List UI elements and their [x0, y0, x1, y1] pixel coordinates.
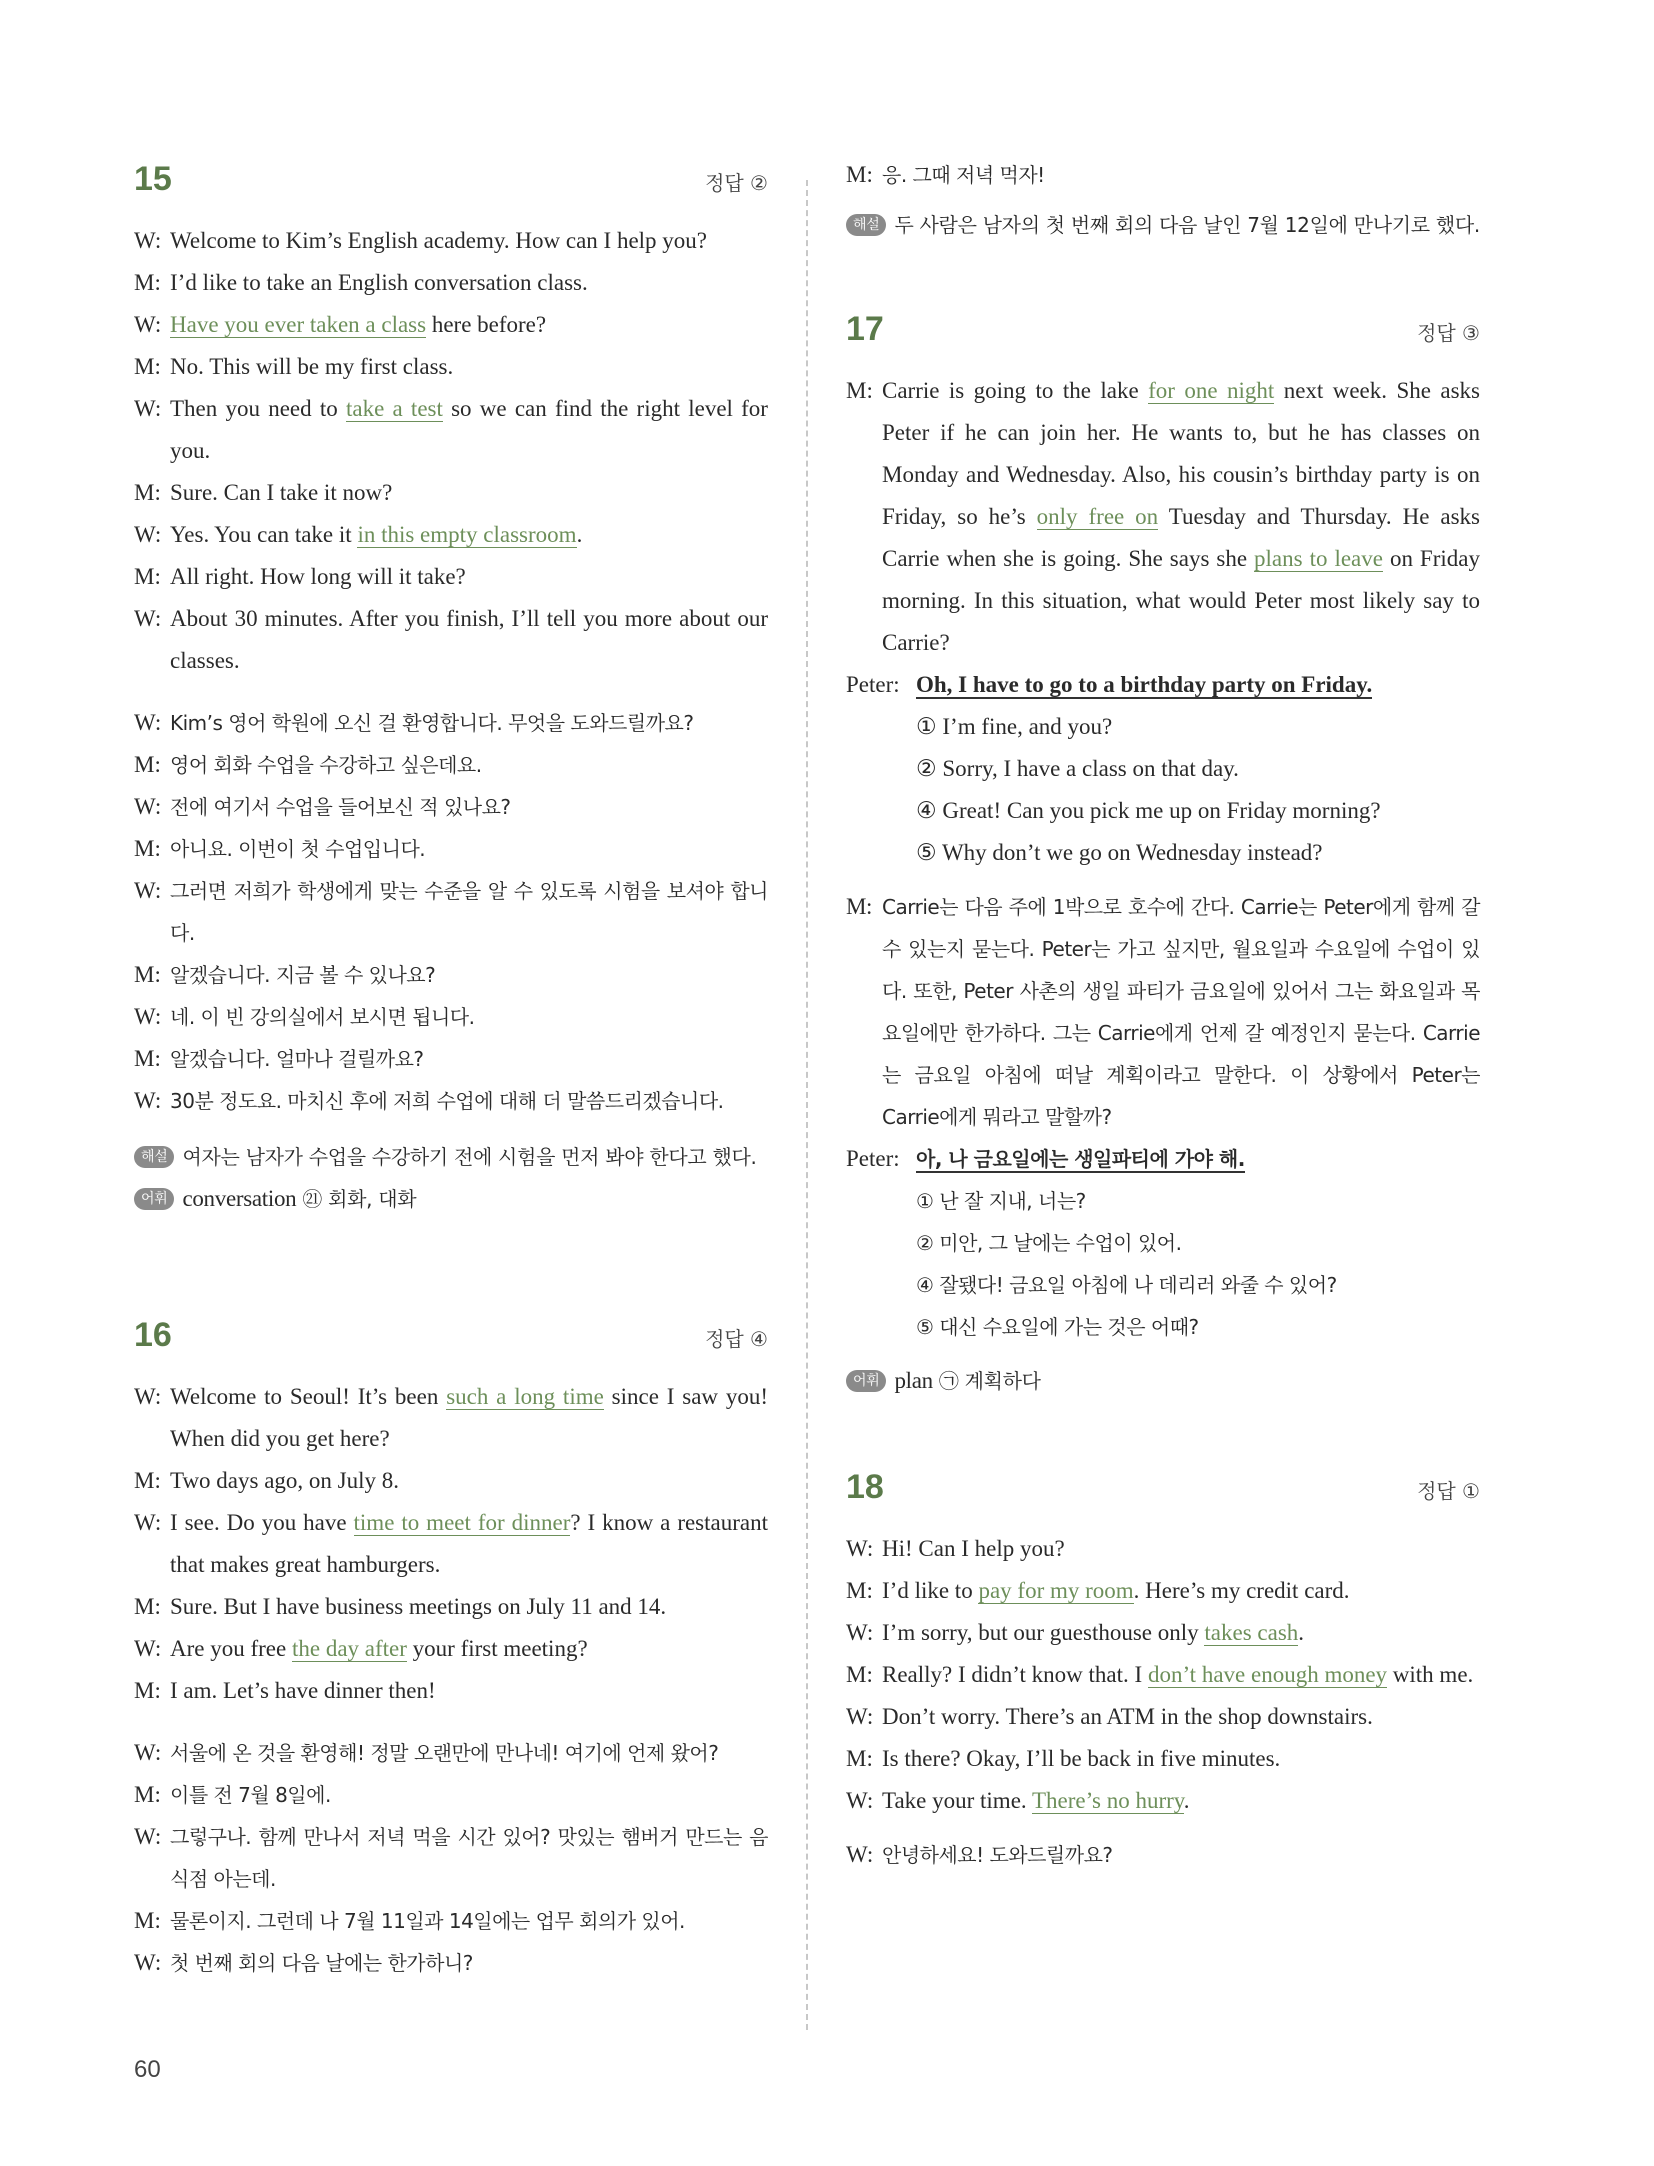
- question-number: 18: [846, 1468, 884, 1506]
- script-text: Hi! Can I help you?: [882, 1536, 1065, 1561]
- answer-option: ① 난 잘 지내, 너는?: [916, 1189, 1086, 1213]
- answer-option: ② Sorry, I have a class on that day.: [916, 756, 1239, 781]
- dialogue-text: [882, 1612, 1480, 1654]
- speaker-label: W:: [134, 1384, 162, 1409]
- narration-text-ko: Carrie는 다음 주에 1박으로 호수에 간다. Carrie는 Peter에게 함께 갈 수 있는지 묻는다. Peter는 가고 싶지만, 월요일과 수요일에 수업이 있다. 또한, Peter 사촌의 생일 파티가 금요일에 있어서 그는 화요일과 목요일에만 한가하다. 그는 Carrie에게 언제 갈 예정인지 묻는다. Carrie는 금요일 아침에 떠날 계획이라고 말한다. 이 상황에서 Peter는 Carrie에게 뭐라고 말할까?: [882, 895, 1480, 1129]
- speaker-label: M:: [134, 1678, 161, 1703]
- answer-option: ⑤ 대신 수요일에 가는 것은 어때?: [916, 1315, 1199, 1339]
- speaker-label: W:: [134, 1636, 162, 1661]
- script-text: so we can find the right level for you.: [170, 396, 768, 463]
- vocab-badge: 어휘: [134, 1188, 174, 1210]
- answer-option: ④ 잘됐다! 금요일 아침에 나 데리러 와줄 수 있어?: [916, 1273, 1337, 1297]
- correct-response-ko: 아, 나 금요일에는 생일파티에 가야 해.: [916, 1147, 1245, 1171]
- script-text: .: [1298, 1620, 1305, 1645]
- dictation-blank: in this empty classroom: [357, 522, 577, 547]
- dialogue-text: [170, 388, 768, 472]
- vocab-meaning: ㉑ 회화, 대화: [302, 1187, 417, 1211]
- dialogue-line: [134, 1502, 768, 1586]
- speaker-label: W:: [134, 710, 162, 735]
- q15-script-en: [134, 220, 768, 682]
- translation-text: 영어 회화 수업을 수강하고 싶은데요.: [170, 753, 482, 777]
- speaker-label: W:: [134, 1088, 162, 1113]
- translation-line: [134, 1038, 768, 1080]
- answer-label: 정답 ④: [705, 1327, 768, 1351]
- q17-options-en: [846, 706, 1480, 874]
- q17-header: [846, 310, 1480, 366]
- script-text: Sure. But I have business meetings on July 11 and 14.: [170, 1594, 667, 1619]
- q17-answer-ko: [846, 1138, 1480, 1180]
- script-text: Tuesday and Thursday. He asks Carrie when she is going. She says she: [882, 504, 1480, 571]
- translation-text: 그러면 저희가 학생에게 맞는 수준을 알 수 있도록 시험을 보셔야 합니다.: [170, 879, 768, 945]
- translation-text: 전에 여기서 수업을 들어보신 적 있나요?: [170, 795, 511, 819]
- dictation-blank: only free on: [1036, 504, 1159, 529]
- dictation-blank: There’s no hurry: [1031, 1788, 1184, 1813]
- speaker-label: M:: [134, 962, 161, 987]
- script-text: All right. How long will it take?: [170, 564, 466, 589]
- speaker-label: W:: [134, 522, 162, 547]
- q17-answer-en: [846, 664, 1480, 706]
- dialogue-line: [134, 1670, 768, 1712]
- dialogue-line: [134, 1376, 768, 1460]
- translation-line: [846, 154, 1480, 196]
- dialogue-text: [170, 304, 768, 346]
- dialogue-line: [846, 1570, 1480, 1612]
- translation-text: 아니요. 이번이 첫 수업입니다.: [170, 837, 426, 861]
- dictation-blank: Have you ever taken a class: [170, 312, 427, 337]
- column-divider: [806, 180, 808, 2030]
- translation-line: [134, 1080, 768, 1122]
- script-text: .: [1183, 1788, 1190, 1813]
- dialogue-text: [170, 1628, 768, 1670]
- answer-option: ④ Great! Can you pick me up on Friday morning?: [916, 798, 1381, 823]
- dialogue-text: [882, 1696, 1480, 1738]
- translation-text: 물론이지. 그런데 나 7월 11일과 14일에는 업무 회의가 있어.: [170, 1909, 685, 1933]
- script-text: I am. Let’s have dinner then!: [170, 1678, 436, 1703]
- speaker-label: W:: [846, 1788, 874, 1813]
- dialogue-line: [134, 556, 768, 598]
- translation-line: [846, 1834, 1480, 1876]
- dialogue-text: [170, 220, 768, 262]
- translation-text: 서울에 온 것을 환영해! 정말 오랜만에 만나네! 여기에 언제 왔어?: [170, 1741, 719, 1765]
- speaker-label: M:: [846, 1578, 873, 1603]
- answer-label: 정답 ②: [705, 171, 768, 195]
- vocab-meaning: ㉠ 계획하다: [938, 1369, 1041, 1393]
- script-text: Take your time.: [882, 1788, 1032, 1813]
- speaker-label: M:: [134, 480, 161, 505]
- speaker-label: M:: [134, 1782, 161, 1807]
- speaker-label: W:: [134, 878, 162, 903]
- vocab-word: conversation: [182, 1186, 297, 1211]
- q17-narration-ko: [846, 886, 1480, 1138]
- script-text: I’d like to take an English conversation class.: [170, 270, 588, 295]
- q16-script-ko: [134, 1732, 768, 1984]
- q15-header: [134, 160, 768, 216]
- dialogue-text: [882, 1528, 1480, 1570]
- speaker-label: W:: [134, 1510, 162, 1535]
- script-text: .: [576, 522, 583, 547]
- speaker-label: W:: [134, 312, 162, 337]
- speaker-label: W:: [846, 1842, 874, 1867]
- dialogue-line: [846, 1738, 1480, 1780]
- vocab-badge: 어휘: [846, 1370, 886, 1392]
- explanation-text: 두 사람은 남자의 첫 번째 회의 다음 날인 7월 12일에 만나기로 했다.: [894, 213, 1480, 237]
- speaker-label: W:: [846, 1620, 874, 1645]
- dialogue-text: [170, 1670, 768, 1712]
- dialogue-line: [134, 220, 768, 262]
- translation-line: [134, 744, 768, 786]
- speaker-label: M:: [134, 270, 161, 295]
- dialogue-text: [882, 1570, 1480, 1612]
- speaker-label: M:: [134, 836, 161, 861]
- q16-script-en: [134, 1376, 768, 1712]
- explanation-badge: 해설: [134, 1146, 174, 1168]
- speaker-label: Peter:: [846, 1146, 900, 1171]
- translation-line: [134, 786, 768, 828]
- speaker-label: M:: [846, 162, 873, 187]
- dialogue-line: [846, 1612, 1480, 1654]
- translation-text: 첫 번째 회의 다음 날에는 한가하니?: [170, 1951, 473, 1975]
- q17-options-ko: [846, 1180, 1480, 1348]
- speaker-label: M:: [134, 564, 161, 589]
- script-text: Yes. You can take it: [170, 522, 358, 547]
- speaker-label: W:: [134, 228, 162, 253]
- dialogue-text: [170, 598, 768, 682]
- translation-text: 알겠습니다. 지금 볼 수 있나요?: [170, 963, 436, 987]
- dictation-blank: takes cash: [1204, 1620, 1299, 1645]
- question-number: 15: [134, 160, 172, 198]
- dialogue-line: [134, 1460, 768, 1502]
- dictation-blank: don’t have enough money: [1147, 1662, 1388, 1687]
- translation-line: [134, 702, 768, 744]
- translation-line: [134, 1774, 768, 1816]
- dialogue-line: [134, 472, 768, 514]
- explanation-badge: 해설: [846, 214, 886, 236]
- dialogue-text: [170, 1376, 768, 1460]
- dialogue-line: [134, 346, 768, 388]
- speaker-label: M:: [846, 894, 872, 919]
- script-text: here before?: [426, 312, 547, 337]
- speaker-label: W:: [134, 1950, 162, 1975]
- script-text: Really? I didn’t know that. I: [882, 1662, 1148, 1687]
- dialogue-line: [846, 1528, 1480, 1570]
- dialogue-line: [134, 388, 768, 472]
- dialogue-line: [846, 1654, 1480, 1696]
- answer-option: ② 미안, 그 날에는 수업이 있어.: [916, 1231, 1182, 1255]
- dialogue-line: [134, 514, 768, 556]
- translation-line: [134, 996, 768, 1038]
- script-text: Is there? Okay, I’ll be back in five minutes.: [882, 1746, 1281, 1771]
- script-text: I’d like to: [882, 1578, 979, 1603]
- vocab-word: plan: [894, 1368, 933, 1393]
- script-text: ? I know a restaurant that makes great hamburgers.: [170, 1510, 768, 1577]
- translation-line: [134, 870, 768, 954]
- correct-response: Oh, I have to go to a birthday party on Friday.: [916, 672, 1373, 697]
- dictation-blank: the day after: [291, 1636, 407, 1661]
- translation-text: 이틀 전 7월 8일에.: [170, 1783, 331, 1807]
- explanation-text: 여자는 남자가 수업을 수강하기 전에 시험을 먼저 봐야 한다고 했다.: [182, 1145, 757, 1169]
- script-text: next week. She asks Peter if he can join her. He wants to, but he has classes on Monday and Wednesday. Also, his cousin’s birthday party is on Friday, so he’s: [882, 378, 1480, 529]
- speaker-label: M:: [846, 1746, 873, 1771]
- script-text: Welcome to Seoul! It’s been: [170, 1384, 447, 1409]
- script-text: . Here’s my credit card.: [1133, 1578, 1350, 1603]
- translation-text: 알겠습니다. 얼마나 걸릴까요?: [170, 1047, 424, 1071]
- dialogue-text: [882, 1738, 1480, 1780]
- q16-script-ko-cont: [846, 154, 1480, 196]
- speaker-label: M:: [134, 1594, 161, 1619]
- speaker-label: W:: [134, 396, 162, 421]
- page-number: 60: [134, 2056, 161, 2083]
- script-text: with me.: [1387, 1662, 1474, 1687]
- script-text: About 30 minutes. After you finish, I’ll tell you more about our classes.: [170, 606, 768, 673]
- script-text: Two days ago, on July 8.: [170, 1468, 400, 1493]
- question-number: 16: [134, 1316, 172, 1354]
- speaker-label: M:: [134, 752, 161, 777]
- speaker-label: M:: [134, 1908, 161, 1933]
- dialogue-text: [170, 262, 768, 304]
- translation-text: 30분 정도요. 마치신 후에 저희 수업에 대해 더 말씀드리겠습니다.: [170, 1089, 724, 1113]
- speaker-label: M:: [134, 354, 161, 379]
- right-column: [846, 160, 1480, 1876]
- speaker-label: W:: [134, 1824, 162, 1849]
- script-text: Sure. Can I take it now?: [170, 480, 393, 505]
- script-text: Don’t worry. There’s an ATM in the shop downstairs.: [882, 1704, 1373, 1729]
- dialogue-line: [134, 262, 768, 304]
- speaker-label: W:: [134, 794, 162, 819]
- dialogue-line: [134, 1586, 768, 1628]
- q15-vocab: [134, 1178, 768, 1220]
- translation-text: 응. 그때 저녁 먹자!: [882, 163, 1045, 187]
- q18-script-en: [846, 1528, 1480, 1822]
- dictation-blank: plans to leave: [1254, 546, 1383, 571]
- question-number: 17: [846, 310, 884, 348]
- speaker-label: W:: [134, 1740, 162, 1765]
- answer-option: ① I’m fine, and you?: [916, 714, 1113, 739]
- dictation-blank: for one night: [1148, 378, 1275, 403]
- script-text: Carrie is going to the lake: [882, 378, 1149, 403]
- translation-line: [134, 1732, 768, 1774]
- q17-vocab: [846, 1360, 1480, 1402]
- dialogue-text: [170, 514, 768, 556]
- dictation-blank: such a long time: [446, 1384, 604, 1409]
- answer-label: 정답 ①: [1417, 1479, 1480, 1503]
- script-text: Are you free: [170, 1636, 292, 1661]
- dialogue-text: [882, 1780, 1480, 1822]
- narration-text: [882, 370, 1480, 664]
- translation-text: 안녕하세요! 도와드릴까요?: [882, 1843, 1113, 1867]
- speaker-label: M:: [846, 1662, 873, 1687]
- speaker-label: W:: [846, 1536, 874, 1561]
- translation-line: [134, 1942, 768, 1984]
- dialogue-line: [134, 1628, 768, 1670]
- translation-line: [134, 828, 768, 870]
- translation-line: [134, 954, 768, 996]
- speaker-label: M:: [846, 378, 873, 403]
- q15-explanation: [134, 1136, 768, 1178]
- left-column: [134, 160, 768, 1984]
- speaker-label: W:: [846, 1704, 874, 1729]
- q16-header: [134, 1316, 768, 1372]
- script-text: Then you need to: [170, 396, 346, 421]
- dictation-blank: take a test: [345, 396, 443, 421]
- answer-option: ⑤ Why don’t we go on Wednesday instead?: [916, 840, 1323, 865]
- dialogue-text: [170, 556, 768, 598]
- script-text: on Friday morning. In this situation, what would Peter most likely say to Carrie?: [882, 546, 1480, 655]
- translation-text: 그렇구나. 함께 만나서 저녁 먹을 시간 있어? 맛있는 햄버거 만드는 음식점 아는데.: [170, 1825, 768, 1891]
- script-text: your first meeting?: [406, 1636, 588, 1661]
- answer-label: 정답 ③: [1417, 321, 1480, 345]
- dialogue-line: [134, 598, 768, 682]
- dialogue-line: [134, 304, 768, 346]
- script-text: since I saw you! When did you get here?: [170, 1384, 768, 1451]
- dictation-blank: time to meet for dinner: [353, 1510, 571, 1535]
- script-text: I’m sorry, but our guesthouse only: [882, 1620, 1205, 1645]
- dialogue-text: [882, 1654, 1480, 1696]
- speaker-label: M:: [134, 1046, 161, 1071]
- dialogue-line: [846, 1696, 1480, 1738]
- q18-header: [846, 1468, 1480, 1524]
- speaker-label: W:: [134, 1004, 162, 1029]
- translation-line: [134, 1816, 768, 1900]
- speaker-label: W:: [134, 606, 162, 631]
- dialogue-text: [170, 1586, 768, 1628]
- q18-script-ko: [846, 1834, 1480, 1876]
- script-text: I see. Do you have: [170, 1510, 354, 1535]
- speaker-label: M:: [134, 1468, 161, 1493]
- translation-text: Kim’s 영어 학원에 오신 걸 환영합니다. 무엇을 도와드릴까요?: [170, 711, 694, 735]
- dialogue-text: [170, 1460, 768, 1502]
- q17-narration-en: [846, 370, 1480, 664]
- dialogue-text: [170, 472, 768, 514]
- dialogue-text: [170, 346, 768, 388]
- translation-line: [134, 1900, 768, 1942]
- dictation-blank: pay for my room: [978, 1578, 1134, 1603]
- dialogue-line: [846, 1780, 1480, 1822]
- q16-explanation: [846, 204, 1480, 246]
- translation-text: 네. 이 빈 강의실에서 보시면 됩니다.: [170, 1005, 475, 1029]
- script-text: No. This will be my first class.: [170, 354, 454, 379]
- speaker-label: Peter:: [846, 672, 900, 697]
- script-text: Welcome to Kim’s English academy. How can I help you?: [170, 228, 708, 253]
- dialogue-text: [170, 1502, 768, 1586]
- q15-script-ko: [134, 702, 768, 1122]
